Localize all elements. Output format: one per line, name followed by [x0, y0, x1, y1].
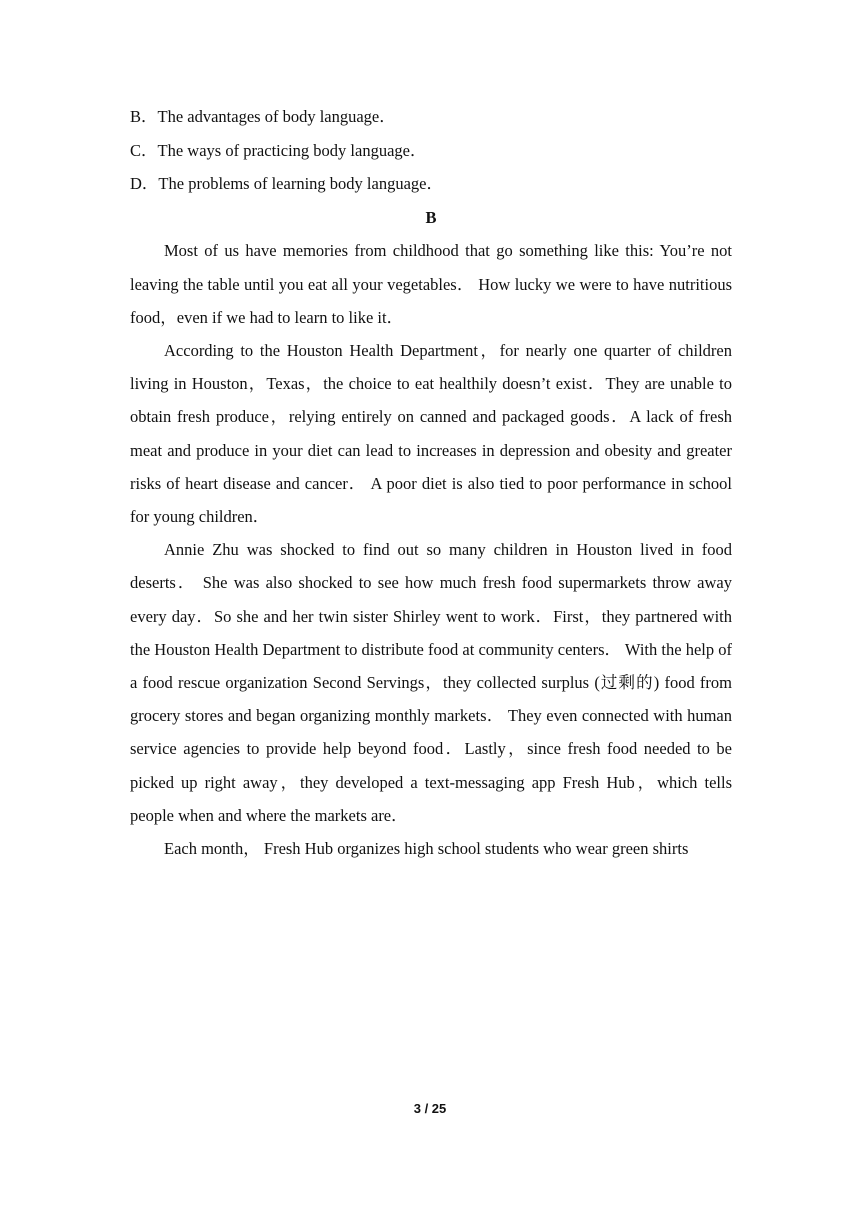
section-heading: B: [425, 207, 437, 227]
paragraph-2: According to the Houston Health Department，for nearly one quarter of children living in Houston，Texas，the choice to eat healthily doesn’t exist．They are unable to obtain fresh produce，relying entirely on canned and packaged goods．A lack of fresh meat and produce in your diet can lead to increases in depression and obesity and greater risks of heart disease and cancer． A poor diet is also tied to poor performance in school for young children．: [130, 340, 732, 526]
paragraph-3: Annie Zhu was shocked to find out so many children in Houston lived in food deserts． She was also shocked to see how much fresh food supermarkets throw away every day．So she and her twin sister Shirley went to work．First，they partnered with the Houston Health Department to distribute food at community centers． With the help of a food rescue organization Second Servings，they collected surplus (过剩的) food from grocery stores and began organizing monthly markets． They even connected with human service agencies to provide help beyond food．Lastly，since fresh food needed to be picked up right away，they developed a text-messaging app Fresh Hub，which tells people when and where the markets are．: [130, 540, 732, 825]
answer-option-b: B．The advantages of body language．: [130, 107, 396, 126]
page-content: [130, 100, 732, 865]
answer-option-c: C．The ways of practicing body language．: [130, 140, 427, 160]
paragraph-1: Most of us have memories from childhood that go something like this: You’re not leaving the table until you eat all your vegetables． How lucky we were to have nutritious food，even if we had to learn to like it．: [130, 241, 732, 327]
page-number: 3 / 25: [413, 1101, 447, 1116]
answer-option-d: D．The problems of learning body language．: [130, 174, 443, 194]
paragraph-4: Each month， Fresh Hub organizes high school students who wear green shirts: [164, 839, 689, 859]
